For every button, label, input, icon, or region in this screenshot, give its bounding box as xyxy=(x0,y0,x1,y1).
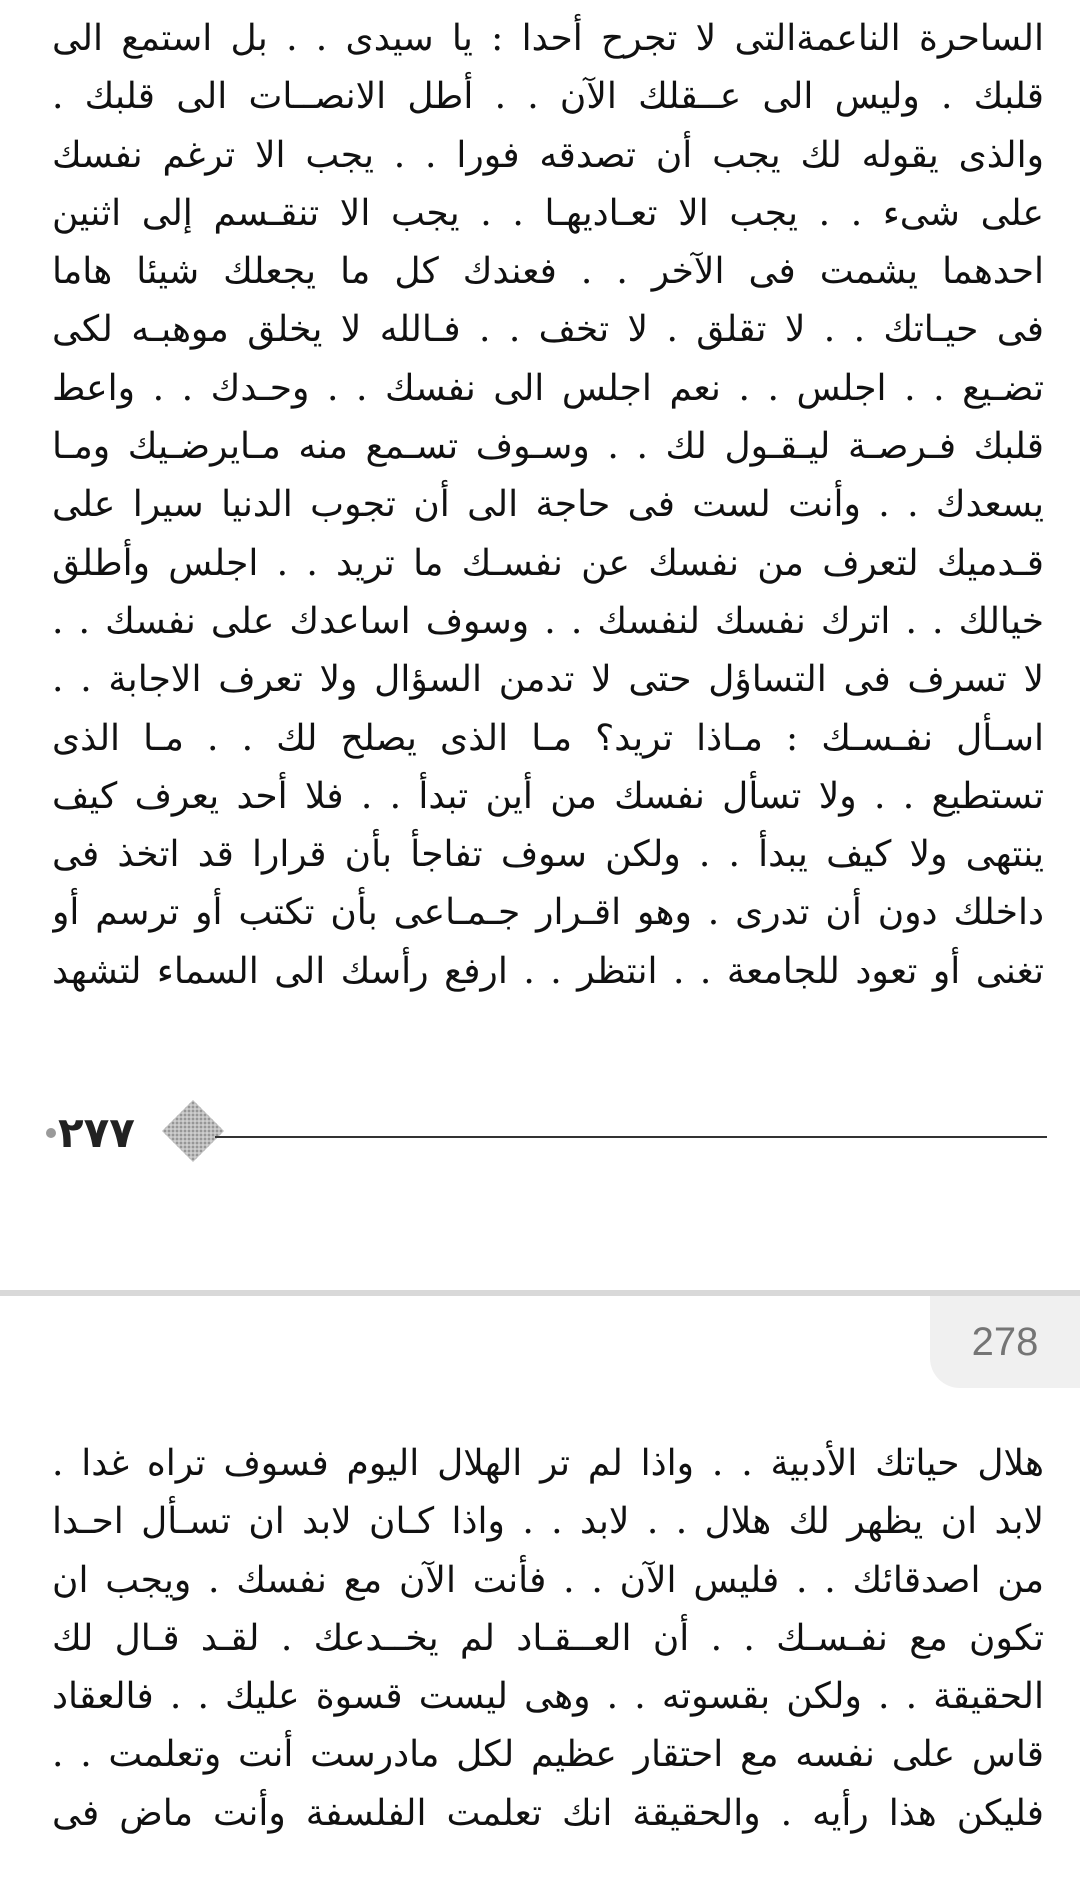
text-line: قلبك . وليس الى عــقلك الآن . . أطل الانصــات الى قلبك . xyxy=(52,76,1044,118)
text-line: لابد ان يظهر لك هلال . . لابد . . واذا كـان لابد ان تسـأل احـدا xyxy=(52,1501,1044,1543)
page-278-body xyxy=(52,1435,1044,1843)
text-line: على شىء . . يجب الا تعـاديهـا . . يجب الا تنقـسم إلى اثنين xyxy=(52,192,1044,234)
text-line: قاس على نفسه مع احتقار عظيم لكل مادرست أنت وتعلمت . . xyxy=(52,1734,1044,1776)
text-line: قـدميك لتعرف من نفسك عن نفسـك ما تريد . . اجلس وأطلق xyxy=(52,542,1044,584)
text-line: تغنى أو تعود للجامعة . . انتظر . . ارفع رأسك الى السماء لتشهد xyxy=(52,950,1044,992)
text-line: الساحرة الناعمةالتى لا تجرح أحدا : يا سيدى . . بل استمع الى xyxy=(52,18,1044,59)
folio-dot-icon xyxy=(46,1128,56,1138)
text-line: تكون مع نفـسـك . . أن العــقـاد لم يخــدعك . لقـد قـال لك xyxy=(52,1617,1044,1659)
text-line: يسعدك . . وأنت لست فى حاجة الى أن تجوب الدنيا سيرا على xyxy=(52,484,1044,526)
page-278 xyxy=(0,1296,1080,1887)
page-277-body xyxy=(52,10,1044,1001)
text-line: قلبك فـرصـة ليـقـول لك . . وسـوف تسـمع منه مـايرضـيك ومـا xyxy=(52,426,1044,468)
text-line: احدهما يشمت فى الآخر . . فعندك كل ما يجعلك شيئا هاما xyxy=(52,251,1044,293)
printed-page-number: ٢٧٧ xyxy=(58,1108,135,1157)
text-line: فى حيـاتك . . لا تقلق . لا تخف . . فـالله لا يخلق موهبـه لكى xyxy=(52,309,1044,351)
text-line: هلال حياتك الأدبية . . واذا لم تر الهلال اليوم فسوف تراه غدا . xyxy=(52,1443,1044,1484)
text-line: تستطيع . . ولا تسأل نفسك من أين تبدأ . . فلا أحد يعرف كيف xyxy=(52,775,1044,817)
diamond-ornament-icon xyxy=(160,1098,226,1164)
text-line: والذى يقوله لك يجب أن تصدقه فورا . . يجب الا ترغم نفسك xyxy=(52,134,1044,176)
text-line: ينتهى ولا كيف يبدأ . . ولكن سوف تفاجأ بأن قرارا قد اتخذ فى xyxy=(52,834,1044,876)
text-line: من اصدقائك . . فليس الآن . . فأنت الآن مع نفسك . ويجب ان xyxy=(52,1559,1044,1601)
text-line: فليكن هذا رأيه . والحقيقة انك تعلمت الفلسفة وأنت ماض فى xyxy=(52,1792,1044,1834)
text-line: تضـيع . . اجلس . . نعم اجلس الى نفسك . . وحـدك . . واعط xyxy=(52,367,1044,409)
text-line: الحقيقة . . ولكن بقسوته . . وهى ليست قسوة عليك . . فالعقاد xyxy=(52,1676,1044,1718)
text-line: لا تسرف فى التساؤل حتى لا تدمن السؤال ولا تعرف الاجابة . . xyxy=(52,659,1044,701)
text-line: داخلك دون أن تدرى . وهو اقـرار جـمـاعى بأن تكتب أو ترسم أو xyxy=(52,892,1044,934)
page-number-badge: 278 xyxy=(930,1296,1080,1388)
text-line: اسـأل نفـسـك : مـاذا تريد؟ مـا الذى يصلح لك . . مـا الذى xyxy=(52,717,1044,759)
footer-rule xyxy=(215,1136,1047,1138)
text-line: خيالك . . اترك نفسك لنفسك . . وسوف اساعدك على نفسك . . xyxy=(52,600,1044,642)
